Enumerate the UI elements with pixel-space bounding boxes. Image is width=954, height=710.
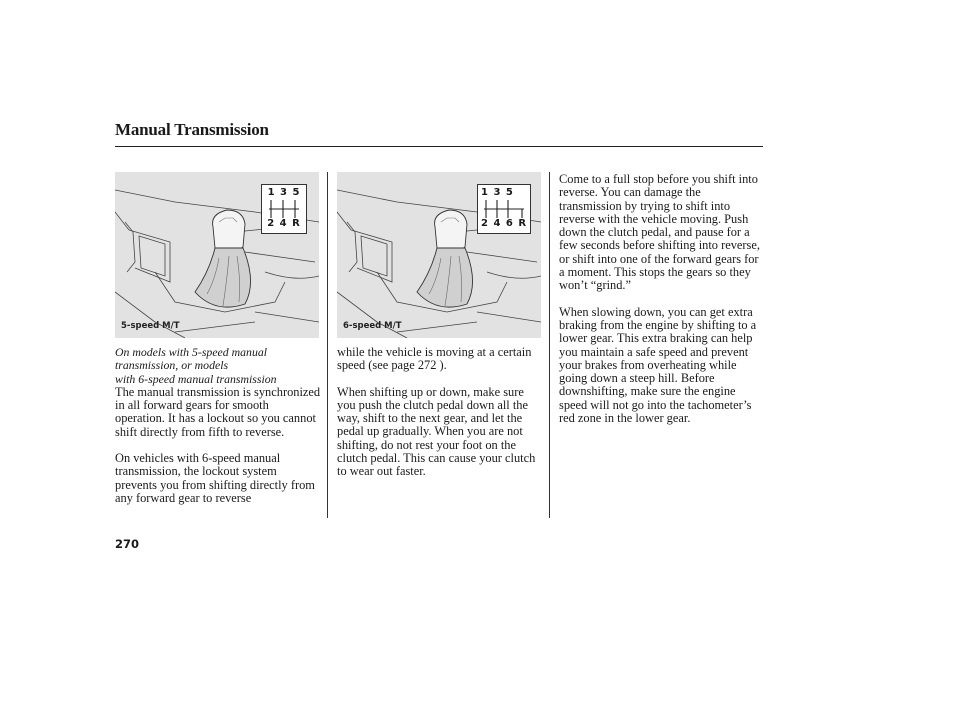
figure-caption: 5-speed M/T (121, 321, 180, 331)
paragraph: The manual transmission is synchronized in all forward gears for smooth operation. It has a lockout so you cannot shift directly from fifth to reverse. (115, 384, 321, 439)
gear-pattern-top-row: 1 3 5 (481, 187, 514, 198)
paragraph: When shifting up or down, make sure you push the clutch pedal down all the way, shift to the next gear, and let the pedal up gradually. When you are not shifting, do not rest your foot on the clutch pedal. This can cause your clutch to wear out faster. (337, 384, 536, 479)
figure-6-speed (337, 172, 541, 338)
page-number: 270 (115, 537, 140, 551)
gear-pattern-5-speed (261, 184, 307, 234)
figure-5-speed (115, 172, 319, 338)
column-3-text (559, 173, 765, 438)
italic-heading-line: transmission, or models (115, 358, 229, 373)
paragraph: When slowing down, you can get extra braking from the engine by shifting to a lower gear. This extra braking can help you maintain a safe speed and prevent your brakes from overheating while going down a steep hill. Before downshifting, make sure the engine speed will not go into the tachometer’s red zone in the lower gear. (559, 304, 757, 426)
italic-heading-line: with 6-speed manual transmission (115, 371, 277, 386)
column-2-text (337, 346, 541, 492)
italic-heading (115, 346, 321, 386)
italic-heading-line: On models with 5-speed manual (115, 345, 268, 359)
figure-caption: 6-speed M/T (343, 321, 402, 331)
column-divider (327, 172, 328, 518)
gear-pattern-6-speed (477, 184, 531, 234)
paragraph: while the vehicle is moving at a certain speed (see page 272 ). (337, 345, 532, 373)
column-divider (549, 172, 550, 518)
paragraph: On vehicles with 6-speed manual transmission, the lockout system prevents you from shifting directly from any forward gear to reverse (115, 451, 315, 505)
gear-pattern-bottom-row: 2 4 R (267, 218, 301, 229)
paragraph: Come to a full stop before you shift into reverse. You can damage the transmission by trying to shift into reverse with the vehicle moving. Push down the clutch pedal, and pause for a few seconds before shifting into reverse, or shift into one of the forward gears for a moment. This stops the gears so they won’t “grind.” (559, 172, 760, 293)
page-title: Manual Transmission (115, 120, 269, 139)
gear-pattern-bottom-row: 2 4 6 R (481, 218, 528, 229)
gear-pattern-top-row: 1 3 5 (267, 187, 301, 198)
title-rule (115, 146, 763, 147)
column-1-text (115, 346, 321, 518)
